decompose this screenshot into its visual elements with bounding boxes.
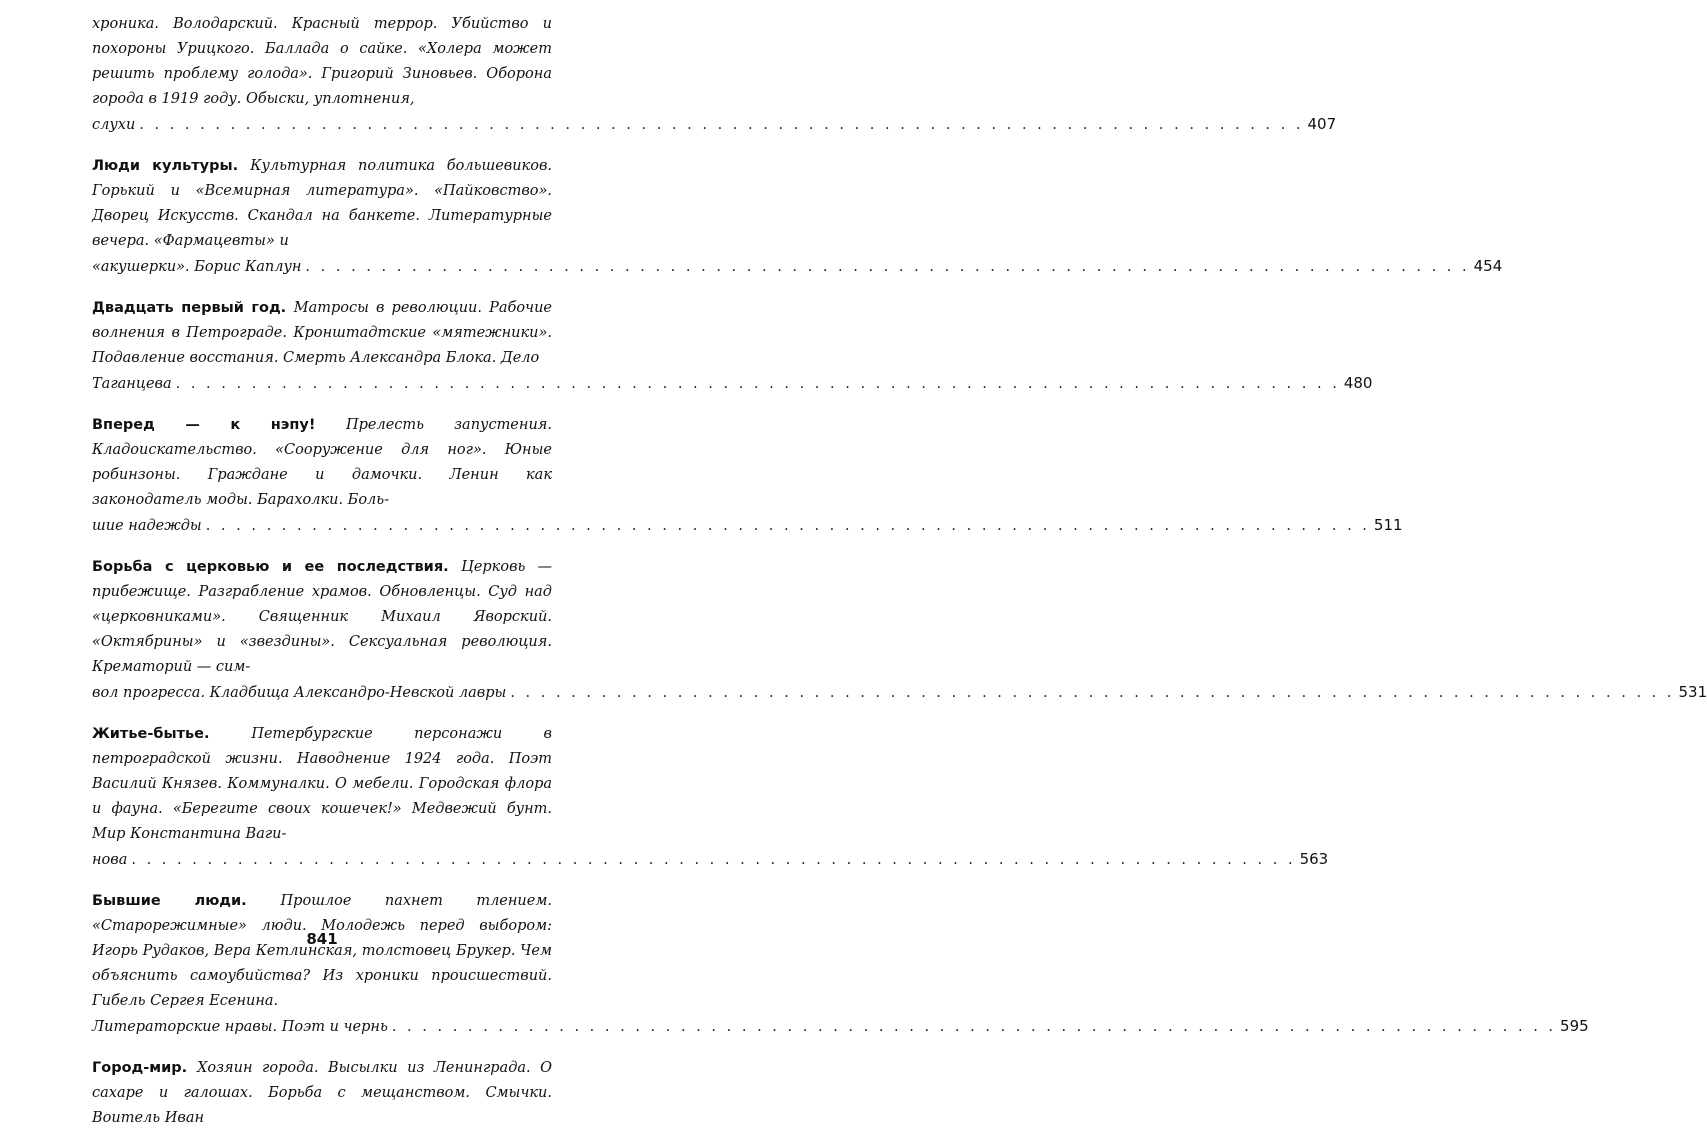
dot-leader: . . . . . . . . . . . . . . . . . . . . . . . . . . . . . . . . . . . . . . . . . . . . . . . . . . . . . . . . . . . . . . . . . . . . . . . . . . . . . [139,117,1304,133]
dot-leader: . . . . . . . . . . . . . . . . . . . . . . . . . . . . . . . . . . . . . . . . . . . . . . . . . . . . . . . . . . . . . . . . . . . . . . . . . . . . . [305,259,1470,275]
toc-page-number: 511 [1373,516,1403,534]
toc-entry-last-line: вол прогресса. Кладбища Александро-Невской лавры [92,685,507,701]
toc-entry [92,154,1503,280]
toc-entry-title: Город-мир. [92,1060,198,1076]
toc-entry-tail [92,847,1329,873]
page-number: 841 [306,930,338,948]
dot-leader: . . . . . . . . . . . . . . . . . . . . . . . . . . . . . . . . . . . . . . . . . . . . . . . . . . . . . . . . . . . . . . . . . . . . . . . . . . . . . [175,376,1340,392]
toc-entry-tail [92,513,1403,539]
toc-entry-text: Культурная политика большевиков. Горький и «Всемирная литература». «Пайковство». Дворец Искусств. Скандал на банкете. Литературные вечера. «Фармацевты» и [92,158,552,249]
toc-entry [92,722,1329,873]
toc-entry-tail [92,112,1337,138]
toc-page-number: 531 [1678,683,1707,701]
toc-entry-text: Церковь — прибежище. Разграбление храмов. Обновленцы. Суд над «церковниками». Священник Михаил Яворский. «Октябрины» и «звездины». Сексуальная революция. Крематорий — сим- [92,559,552,675]
toc-entry [92,296,1373,397]
toc-page-number: 480 [1343,374,1373,392]
toc-entry-tail [92,371,1373,397]
toc-entry-last-line: слухи [92,117,136,133]
toc-page-number: 595 [1560,1017,1589,1035]
toc-entry [92,1056,552,1131]
toc-entry-title: Люди культуры. [92,158,251,174]
dot-leader: . . . . . . . . . . . . . . . . . . . . . . . . . . . . . . . . . . . . . . . . . . . . . . . . . . . . . . . . . . . . . . . . . . . . . . . . . . . . . [510,685,1675,701]
toc-entry-title: Бывшие люди. [92,893,281,909]
toc-entry-last-line: шие надежды [92,518,202,534]
toc-entry-title: Вперед — к нэпу! [92,417,346,433]
toc-entry-text: Петербургские персонажи в петроградской жизни. Наводнение 1924 года. Поэт Василий Князев. Коммуналки. О мебели. Городская флора и фауна. «Берегите своих кошечек!» Медвежий бунт. Мир Константина Ваги- [92,726,552,842]
toc-entry-text: Матросы в революции. Рабочие волнения в Петрограде. Кронштадтские «мятежники». Подавление восстания. Смерть Александра Блока. Дело [92,300,552,366]
dot-leader: . . . . . . . . . . . . . . . . . . . . . . . . . . . . . . . . . . . . . . . . . . . . . . . . . . . . . . . . . . . . . . . . . . . . . . . . . . . . . [391,1019,1557,1035]
toc-entry [92,889,1589,1040]
toc-entry-tail [92,1014,1589,1040]
toc-entry-text: хроника. Володарский. Красный террор. Убийство и похороны Урицкого. Баллада о сайке. «Холера может решить проблему голода». Григорий Зиновьев. Оборона города в 1919 году. Обыски, уплотнения, [92,16,552,107]
toc-entry-last-line: нова [92,852,128,868]
toc-page-number: 407 [1307,115,1337,133]
toc-entry-text: Хозяин города. Высылки из Ленинграда. О сахаре и галошах. Борьба с мещанством. Смычки. Воитель Иван [92,1060,553,1126]
toc-entry [92,413,1403,539]
toc-entry-title: Житье-бытье. [92,726,252,742]
toc-entry-last-line: Литераторские нравы. Поэт и чернь [92,1019,388,1035]
toc-page [92,12,1707,1126]
toc-entry-text: Прелесть запустения. Кладоискательство. «Сооружение для ног». Юные робинзоны. Граждане и дамочки. Ленин как законодатель моды. Барахолки. Боль- [92,417,552,508]
toc-page-number: 454 [1473,257,1503,275]
toc-entry-tail [92,680,1707,706]
toc-entry-text: Прошлое пахнет тлением. «Старорежимные» люди. Молодежь перед выбором: Игорь Рудаков, Вера Кетлинская, толстовец Брукер. Чем объяснить самоубийства? Из хроники происшествий. Гибель Сергея Есенина. [92,893,552,1009]
toc-entry-last-line: Таганцева [92,376,172,392]
toc-entry-title: Двадцать первый год. [92,300,294,316]
toc-page-number: 563 [1299,850,1329,868]
toc-entry-last-line: «акушерки». Борис Каплун [92,259,302,275]
dot-leader: . . . . . . . . . . . . . . . . . . . . . . . . . . . . . . . . . . . . . . . . . . . . . . . . . . . . . . . . . . . . . . . . . . . . . . . . . . . . . [205,518,1370,534]
dot-leader: . . . . . . . . . . . . . . . . . . . . . . . . . . . . . . . . . . . . . . . . . . . . . . . . . . . . . . . . . . . . . . . . . . . . . . . . . . . . . [131,852,1296,868]
toc-entry [92,555,1707,706]
toc-entry-tail [92,254,1503,280]
toc-entry-title: Борьба с церковью и ее последствия. [92,559,462,575]
toc-entry [92,12,1337,138]
